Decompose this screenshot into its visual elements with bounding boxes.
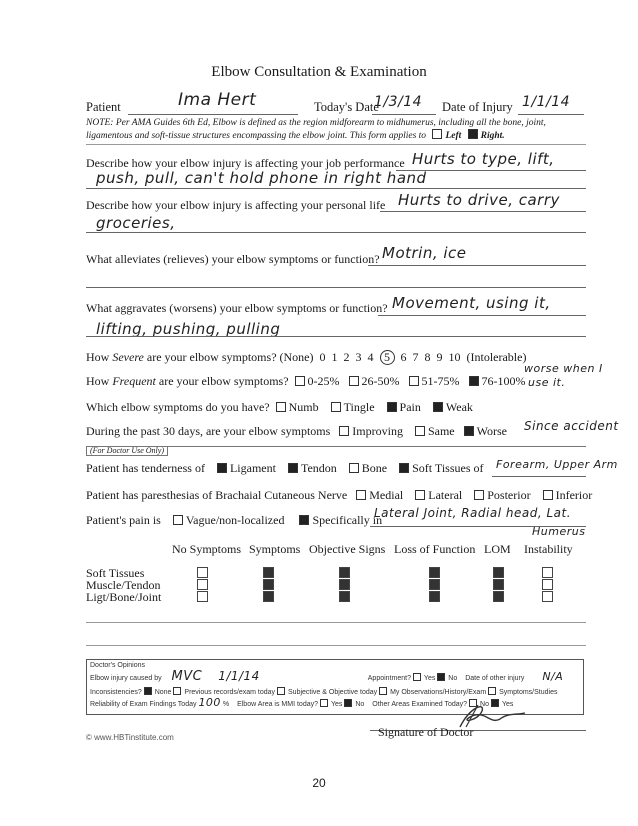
other-injury-value[interactable]: N/A: [542, 670, 564, 683]
injury-date-label: Date of Injury: [442, 100, 513, 114]
medial-checkbox[interactable]: [356, 490, 366, 500]
same-checkbox[interactable]: [415, 426, 425, 436]
alleviates-answer[interactable]: Motrin, ice: [382, 244, 467, 262]
aggravates-answer-2[interactable]: lifting, pushing, pulling: [96, 320, 281, 338]
opinion-row-1: Elbow injury caused by MVC 1/1/14 Appointment? Yes No Date of other injury N/A: [90, 669, 564, 684]
grid-cell[interactable]: [339, 591, 350, 602]
grid-cell[interactable]: [542, 567, 553, 578]
freq-26-50-checkbox[interactable]: [349, 376, 359, 386]
severity-option[interactable]: 7: [412, 350, 419, 364]
severity-option[interactable]: 8: [424, 350, 431, 364]
severity-scale[interactable]: [317, 350, 464, 364]
paresthesias-row: Patient has paresthesias of Brachaial Cutaneous Nerve Medial Lateral Posterior Inferior: [86, 488, 593, 502]
signature-label: Signature of Doctor: [378, 725, 474, 739]
grid-cell[interactable]: [263, 567, 274, 578]
patient-name[interactable]: Ima Hert: [178, 90, 257, 110]
left-checkbox[interactable]: [432, 129, 442, 139]
grid-row-ligt: Ligt/Bone/Joint: [86, 590, 162, 604]
severity-option[interactable]: 1: [331, 350, 338, 364]
grid-cell[interactable]: [197, 591, 208, 602]
studies-checkbox[interactable]: [488, 687, 496, 695]
freq-76-100-checkbox[interactable]: [469, 376, 479, 386]
improving-checkbox[interactable]: [339, 426, 349, 436]
pain-checkbox[interactable]: [387, 402, 397, 412]
numb-checkbox[interactable]: [276, 402, 286, 412]
right-checkbox[interactable]: [468, 129, 478, 139]
pain-location-2: Humerus: [532, 525, 586, 538]
subjective-checkbox[interactable]: [277, 687, 285, 695]
severity-option[interactable]: 2: [343, 350, 350, 364]
past30-row: During the past 30 days, are your elbow symptoms Improving Same Worse: [86, 424, 507, 438]
severity-option[interactable]: 10: [448, 350, 461, 364]
past30-note: Since accident: [524, 419, 619, 433]
grid-col-instability: Instability: [524, 542, 573, 556]
grid-col-loss: Loss of Function: [394, 542, 476, 556]
frequency-note-2: use it.: [528, 376, 566, 389]
appointment-yes[interactable]: [413, 673, 421, 681]
opinion-heading: Doctor's Opinions: [90, 662, 146, 669]
tenderness-row: Patient has tenderness of Ligament Tendon Bone Soft Tissues of: [86, 461, 484, 475]
mmi-no[interactable]: [344, 699, 352, 707]
grid-cell[interactable]: [339, 567, 350, 578]
previous-checkbox[interactable]: [173, 687, 181, 695]
grid-cell[interactable]: [542, 579, 553, 590]
patient-label: Patient: [86, 100, 121, 114]
aggravates-question: What aggravates (worsens) your elbow symptoms or function?: [86, 301, 388, 315]
grid-row-muscle: Muscle/Tendon: [86, 578, 161, 592]
grid-cell[interactable]: [197, 579, 208, 590]
grid-cell[interactable]: [197, 567, 208, 578]
frequency-note-1: worse when I: [524, 362, 603, 375]
inferior-checkbox[interactable]: [543, 490, 553, 500]
caused-date[interactable]: 1/1/14: [218, 669, 260, 683]
frequency-row: How Frequent are your elbow symptoms? 0-25% 26-50% 51-75% 76-100%: [86, 374, 526, 388]
opinion-row-2: Inconsistencies? None Previous records/exam today Subjective & Objective today My Observations/History/Exam Symptoms/Studies: [90, 689, 558, 696]
aggravates-answer-1[interactable]: Movement, using it,: [392, 294, 551, 312]
alleviates-question: What alleviates (relieves) your elbow symptoms or function?: [86, 252, 380, 266]
bone-checkbox[interactable]: [349, 463, 359, 473]
tenderness-value[interactable]: Forearm, Upper Arm: [496, 458, 618, 471]
tendon-checkbox[interactable]: [288, 463, 298, 473]
mmi-yes[interactable]: [320, 699, 328, 707]
appointment-no[interactable]: [437, 673, 445, 681]
todays-date-label: Today's Date: [314, 100, 379, 114]
personal-answer-1[interactable]: Hurts to drive, carry: [398, 191, 560, 209]
posterior-checkbox[interactable]: [474, 490, 484, 500]
grid-cell[interactable]: [493, 591, 504, 602]
grid-cell[interactable]: [429, 591, 440, 602]
todays-date-value[interactable]: 1/3/14: [374, 94, 423, 110]
symptoms-row: Which elbow symptoms do you have? Numb Tingle Pain Weak: [86, 400, 473, 414]
pain-location[interactable]: Lateral Joint, Radial head, Lat.: [374, 506, 572, 520]
grid-col-lom: LOM: [484, 542, 511, 556]
grid-cell[interactable]: [263, 579, 274, 590]
severity-row: How Severe are your elbow symptoms? (None) 0 1 2 3 4 5 6 7 8 9 10 (Intolerable): [86, 350, 527, 364]
grid-cell[interactable]: [429, 567, 440, 578]
personal-answer-2[interactable]: groceries,: [96, 214, 176, 232]
specific-checkbox[interactable]: [299, 515, 309, 525]
severity-option[interactable]: 0: [319, 350, 326, 364]
opinion-row-3: Reliability of Exam Findings Today 100 % Elbow Area is MMI today? Yes No Other Areas Examined Today? No Yes: [90, 696, 514, 709]
grid-cell[interactable]: [493, 567, 504, 578]
soft-tissues-checkbox[interactable]: [399, 463, 409, 473]
page-number: 20: [312, 776, 326, 790]
job-answer-1[interactable]: Hurts to type, lift,: [412, 150, 555, 168]
doctor-only-tag: (For Doctor Use Only): [86, 446, 168, 456]
injury-date-value[interactable]: 1/1/14: [522, 94, 571, 110]
severity-option[interactable]: 4: [367, 350, 374, 364]
grid-cell[interactable]: [493, 579, 504, 590]
grid-col-symptoms: Symptoms: [249, 542, 301, 556]
freq-51-75-checkbox[interactable]: [409, 376, 419, 386]
pain-row: Patient's pain is Vague/non-localized Specifically in: [86, 513, 383, 527]
severity-option[interactable]: 5: [380, 350, 395, 365]
severity-option[interactable]: 6: [400, 350, 407, 364]
job-answer-2[interactable]: push, pull, can't hold phone in right hand: [96, 169, 427, 187]
worse-checkbox[interactable]: [464, 426, 474, 436]
weak-checkbox[interactable]: [433, 402, 443, 412]
grid-col-no-symptoms: No Symptoms: [172, 542, 242, 556]
grid-cell[interactable]: [339, 579, 350, 590]
ligament-checkbox[interactable]: [217, 463, 227, 473]
severity-option[interactable]: 9: [436, 350, 443, 364]
severity-option[interactable]: 3: [355, 350, 362, 364]
job-question: Describe how your elbow injury is affecting your job performance: [86, 156, 405, 170]
grid-row-soft: Soft Tissues: [86, 566, 145, 580]
grid-col-objective: Objective Signs: [309, 542, 386, 556]
form-title: Elbow Consultation & Examination: [211, 64, 427, 80]
personal-question: Describe how your elbow injury is affecting your personal life: [86, 198, 386, 212]
note-line-2: ligamentous and soft-tissue structures encompassing the elbow joint. This form applies to Left Right.: [86, 131, 505, 141]
vague-checkbox[interactable]: [173, 515, 183, 525]
grid-cell[interactable]: [542, 591, 553, 602]
grid-cell[interactable]: [429, 579, 440, 590]
none-checkbox[interactable]: [144, 687, 152, 695]
observations-checkbox[interactable]: [379, 687, 387, 695]
copyright: © www.HBTinstitute.com: [86, 733, 174, 742]
caused-value[interactable]: MVC: [171, 669, 203, 684]
note-line-1: NOTE: Per AMA Guides 6th Ed, Elbow is defined as the region midforearm to midhumerus, including all the bone, joint,: [86, 118, 546, 128]
tingle-checkbox[interactable]: [331, 402, 341, 412]
lateral-checkbox[interactable]: [415, 490, 425, 500]
reliability-value[interactable]: 100: [198, 696, 221, 709]
grid-cell[interactable]: [263, 591, 274, 602]
freq-0-25-checkbox[interactable]: [295, 376, 305, 386]
